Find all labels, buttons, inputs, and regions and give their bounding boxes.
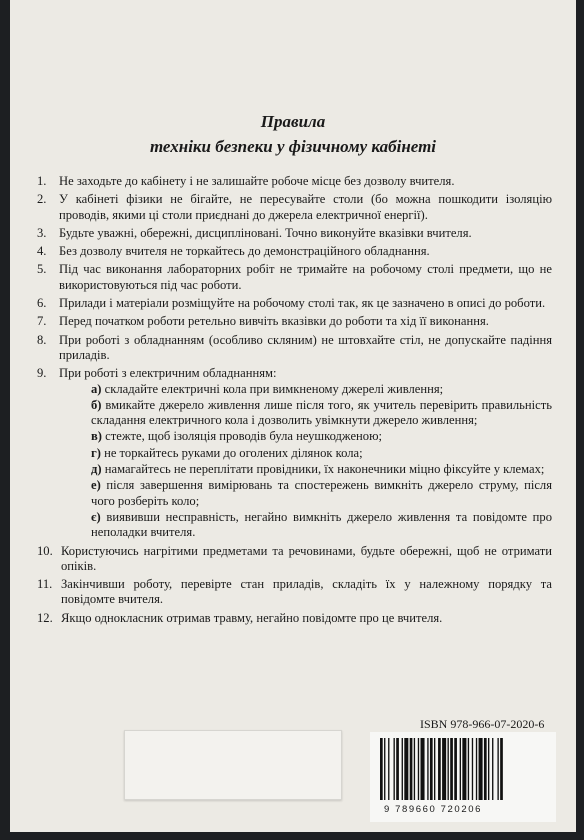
barcode-bar <box>448 738 449 800</box>
rule-item <box>37 174 552 189</box>
barcode-digits: 9 789660 720206 <box>384 804 482 815</box>
rule-item <box>37 333 552 364</box>
subrule-text: складайте електричні кола при вимкненому джерелі живлення; <box>104 381 444 396</box>
rule-item <box>37 544 552 575</box>
barcode-bar <box>500 738 503 800</box>
rule-item <box>37 296 552 311</box>
barcode-bar <box>488 738 489 800</box>
barcode-bar <box>402 738 403 800</box>
rule-number: 10. <box>37 543 53 558</box>
subrule-text: після завершення вимірювань та спостережень вимкніть джерело струму, після чого розберіть коло; <box>91 478 552 508</box>
rule-number: 6. <box>37 296 47 311</box>
subrule-letter: в) <box>91 429 102 444</box>
barcode-bar <box>497 738 498 800</box>
rule-text: Закінчивши роботу, перевірте стан приладів, складіть їх у належному порядку та повідомте вчителя. <box>61 577 552 607</box>
barcode-bar <box>396 738 399 800</box>
subrule-text: виявивши несправність, негайно вимкніть джерело живлення та повідомте про неполадки вчителя. <box>91 509 552 540</box>
barcode-bar <box>479 738 483 800</box>
book-back-cover <box>10 0 576 832</box>
barcode-bars <box>378 738 548 802</box>
barcode-bar <box>454 738 457 800</box>
rule-text: Прилади і матеріали розміщуйте на робочому столі так, як це зазначено в описі до роботи. <box>59 296 546 311</box>
subrule-item <box>91 462 552 477</box>
isbn-label: ISBN 978-966-07-2020-6 <box>420 717 545 731</box>
subrule-text: стежте, щоб ізоляція проводів була неушкодженою; <box>105 429 382 444</box>
rule-item <box>37 577 552 608</box>
rule-number: 12. <box>37 610 53 625</box>
barcode-bar <box>462 738 466 800</box>
rule-item <box>37 314 552 329</box>
barcode-bar <box>421 738 425 800</box>
rule-item <box>37 366 552 540</box>
subrule-letter: д) <box>91 462 102 477</box>
rule-item <box>37 611 552 626</box>
subrule-item <box>91 382 552 397</box>
rule-text: Якщо однокласник отримав травму, негайно повідомте про це вчителя. <box>61 610 443 625</box>
blank-sticker <box>124 730 342 800</box>
barcode-bar <box>450 738 453 800</box>
rule-item <box>37 244 552 259</box>
barcode-bar <box>492 738 493 800</box>
rule-item <box>37 262 552 293</box>
barcode-bar <box>410 738 413 800</box>
barcode-bar <box>442 738 446 800</box>
safety-rules-list <box>37 174 552 629</box>
rule-text: Без дозволу вчителя не торкайтесь до демонстраційного обладнання. <box>59 244 430 259</box>
barcode-bar <box>438 738 441 800</box>
subrule-item <box>91 429 552 444</box>
rule-text: У кабінеті фізики не бігайте, не пересувайте столи (бо можна пошкодити ізоляцію проводів, якими ці столи приєднані до джерела електричної енергії). <box>59 192 552 222</box>
rule-item <box>37 226 552 241</box>
rule-number: 3. <box>37 225 47 240</box>
barcode-bar <box>380 738 383 800</box>
rule-text: Користуючись нагрітими предметами та речовинами, будьте обережні, щоб не отримати опіків. <box>61 543 552 573</box>
rule-number: 7. <box>37 314 47 329</box>
rule-number: 8. <box>37 332 47 347</box>
rule-number: 5. <box>37 262 47 277</box>
barcode-bar <box>418 738 419 800</box>
rule-number: 9. <box>37 366 47 381</box>
barcode-bar <box>430 738 433 800</box>
title-line-2: техніки безпеки у фізичному кабінеті <box>149 137 437 156</box>
rule-text: При роботі з електричним обладнанням: <box>59 366 277 381</box>
rule-number: 4. <box>37 244 47 259</box>
subrule-letter: е) <box>91 478 101 493</box>
subrule-letter: є) <box>91 509 101 524</box>
title-line-1: Правила <box>260 112 326 131</box>
barcode-bar <box>384 738 385 800</box>
rule-number: 2. <box>37 192 47 207</box>
rule-text: При роботі з обладнанням (особливо скляним) не штовхайте стіл, не допускайте падіння приладів. <box>59 332 552 362</box>
subrule-text: не торкайтесь руками до оголених ділянок кола; <box>104 445 363 460</box>
subrule-letter: а) <box>91 381 102 396</box>
rule-text: Будьте уважні, обережні, дисципліновані. Точно виконуйте вказівки вчителя. <box>59 225 472 240</box>
subrule-text: намагайтесь не переплітати провідники, їх наконечники міцно фіксуйте у клемах; <box>104 462 545 477</box>
rule-text: Перед початком роботи ретельно вивчіть вказівки до роботи та хід її виконання. <box>59 314 489 329</box>
subrule-letter: б) <box>91 397 102 412</box>
rule-text: Під час виконання лабораторних робіт не тримайте на робочому столі предмети, що не використовуються під час роботи. <box>59 262 552 292</box>
subrule-item <box>91 446 552 461</box>
barcode <box>370 732 556 822</box>
subrule-text: вмикайте джерело живлення лише після того, як учитель перевірить правильність складання електричного кола і дозволить увімкнути джерело живлення; <box>91 397 552 428</box>
subrule-item <box>91 510 552 541</box>
subrule-item <box>91 478 552 509</box>
barcode-bar <box>404 738 408 800</box>
subrule-item <box>91 398 552 429</box>
barcode-bar <box>484 738 487 800</box>
barcode-bar <box>468 738 469 800</box>
barcode-bar <box>414 738 415 800</box>
rule-number: 11. <box>37 577 53 592</box>
barcode-bar <box>388 738 389 800</box>
barcode-bar <box>476 738 477 800</box>
rule-number: 1. <box>37 174 47 188</box>
barcode-bar <box>460 738 461 800</box>
rule-item <box>37 192 552 223</box>
barcode-bar <box>434 738 435 800</box>
barcode-bar <box>394 738 395 800</box>
barcode-bar <box>427 738 428 800</box>
subrule-letter: г) <box>91 445 101 460</box>
barcode-bar <box>472 738 473 800</box>
electrical-subrules-list <box>59 382 552 541</box>
rule-text: Не заходьте до кабінету і не залишайте робоче місце без дозволу вчителя. <box>59 174 455 188</box>
